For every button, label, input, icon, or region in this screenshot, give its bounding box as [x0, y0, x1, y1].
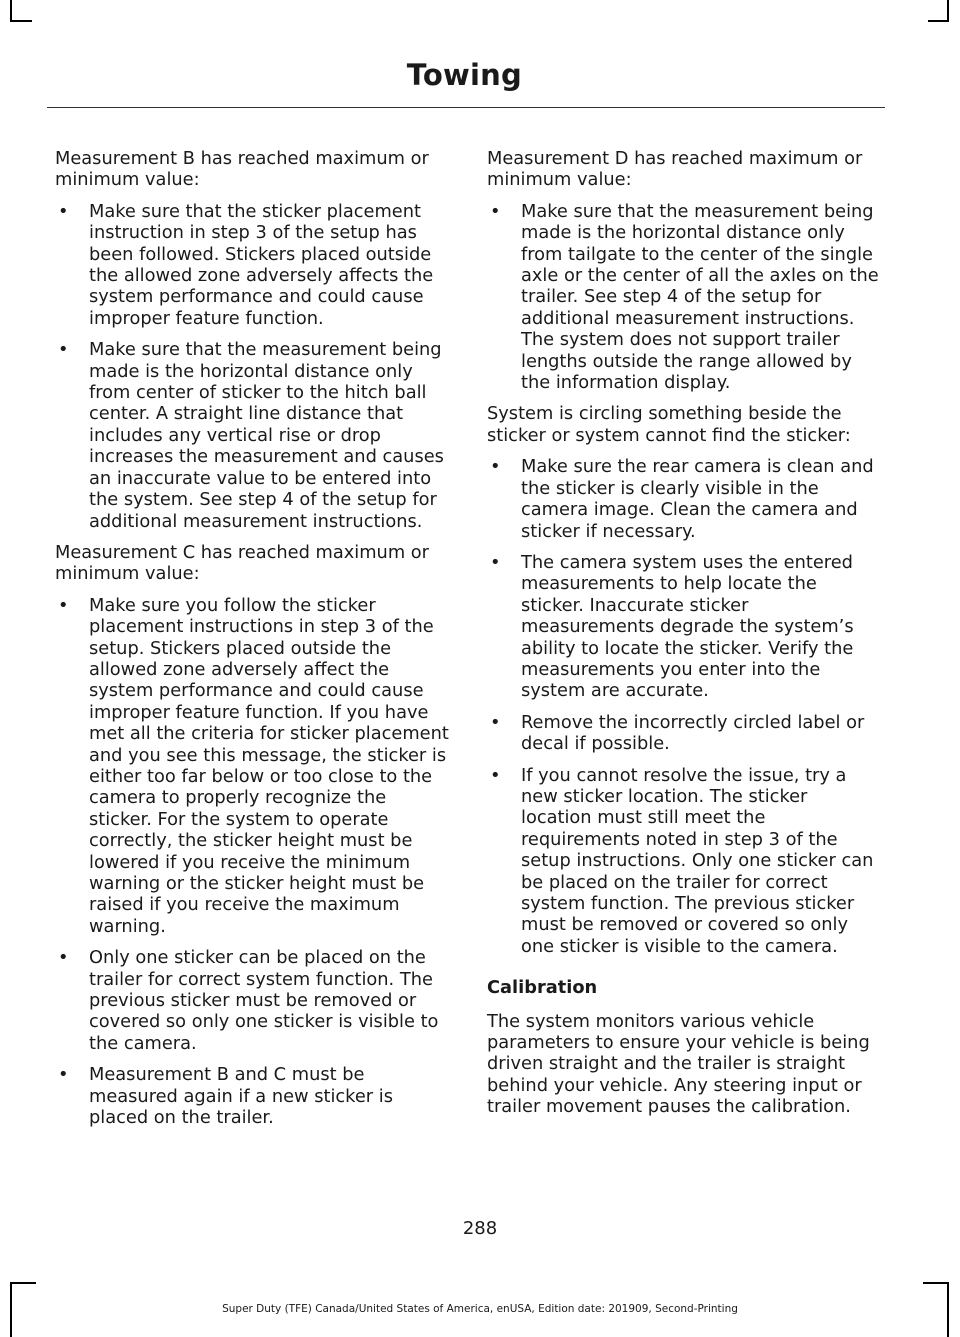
list-item-text: Measurement B and C must be measured again if a new sticker is placed on the trailer.	[89, 1064, 393, 1129]
list-item	[487, 765, 883, 958]
list-item	[487, 201, 883, 394]
header-rule	[47, 107, 885, 108]
paragraph: System is circling something beside the sticker or system cannot find the sticker:	[487, 403, 851, 446]
list-item	[55, 201, 450, 329]
list-item	[487, 712, 883, 755]
crop-mark-bottom-left-h	[10, 1282, 36, 1284]
bullet-icon: •	[58, 339, 69, 361]
list-item	[55, 947, 450, 1054]
list-item	[487, 552, 883, 702]
list-item-text: Make sure the rear camera is clean and the sticker is clearly visible in the camera image. Clean the camera and sticker if necessary.	[521, 456, 874, 542]
list-item-text: Make sure that the measurement being made is the horizontal distance only from center of sticker to the hitch ball center. A straight line distance that includes any vertical rise or drop increases the measurement and causes an inaccurate value to be entered into the system. See step 4 of the setup for additional measurement instructions.	[89, 339, 444, 532]
bullet-icon: •	[490, 456, 501, 478]
bullet-list	[55, 201, 450, 532]
list-item-text: If you cannot resolve the issue, try a new sticker location. The sticker location must still meet the requirements noted in step 3 of the setup instructions. Only one sticker can be placed on the trailer for correct system function. The previous sticker must be removed or covered so only one sticker is visible to the camera.	[521, 764, 874, 957]
page-title: Towing	[406, 58, 522, 92]
left-column	[55, 148, 450, 1138]
paragraph: Measurement C has reached maximum or minimum value:	[55, 541, 429, 585]
bullet-icon: •	[58, 947, 69, 969]
list-item-text: The camera system uses the entered measurements to help locate the sticker. Inaccurate sticker measurements degrade the system’s ability to locate the sticker. Verify the measurements you enter into the system are accurate.	[521, 551, 854, 702]
list-item-text: Make sure that the measurement being made is the horizontal distance only from tailgate to the center of the single axle or the center of all the axles on the trailer. See step 4 of the setup for additional measurement instructions. The system does not support trailer lengths outside the range allowed by the information display.	[521, 200, 879, 394]
bullet-icon: •	[490, 711, 501, 733]
list-item	[55, 595, 450, 938]
list-item-text: Remove the incorrectly circled label or decal if possible.	[521, 711, 865, 755]
page-number: 288	[462, 1218, 498, 1239]
list-item	[55, 1064, 450, 1128]
bullet-list	[55, 595, 450, 1129]
section-heading: Calibration	[487, 977, 598, 999]
bullet-icon: •	[58, 1064, 69, 1086]
bullet-icon: •	[490, 764, 501, 786]
bullet-list	[487, 456, 883, 957]
bullet-icon: •	[490, 200, 501, 222]
crop-mark-top-left-v	[10, 0, 12, 22]
bullet-list	[487, 201, 883, 394]
crop-mark-top-right-v	[947, 0, 949, 22]
crop-mark-top-right-h	[928, 20, 949, 22]
footer-edition-info: Super Duty (TFE) Canada/United States of America, enUSA, Edition date: 201909, Second-Printing	[222, 1303, 738, 1315]
bullet-icon: •	[58, 200, 69, 222]
crop-mark-top-left-h	[10, 20, 32, 22]
list-item-text: Make sure you follow the sticker placement instructions in step 3 of the setup. Stickers placed outside the allowed zone adversely affect the system performance and could cause improper feature function. If you have met all the criteria for sticker placement and you see this message, the sticker is either too far below or too close to the camera to properly recognize the sticker. For the system to operate correctly, the sticker height must be lowered if you receive the minimum warning or the sticker height must be raised if you receive the maximum warning.	[89, 594, 449, 937]
bullet-icon: •	[58, 594, 69, 616]
list-item	[55, 339, 450, 532]
right-column	[487, 148, 883, 1128]
list-item-text: Make sure that the sticker placement instruction in step 3 of the setup has been followed. Stickers placed outside the allowed zone adversely affects the system performance and could cause improper feature function.	[89, 200, 434, 329]
paragraph: The system monitors various vehicle parameters to ensure your vehicle is being driven straight and the trailer is straight behind your vehicle. Any steering input or trailer movement pauses the calibration.	[487, 1010, 870, 1118]
bullet-icon: •	[490, 551, 501, 573]
paragraph: Measurement D has reached maximum or minimum value:	[487, 148, 863, 191]
crop-mark-bottom-right-h	[923, 1282, 949, 1284]
paragraph: Measurement B has reached maximum or minimum value:	[55, 148, 429, 191]
list-item-text: Only one sticker can be placed on the trailer for correct system function. The previous sticker must be removed or covered so only one sticker is visible to the camera.	[89, 947, 439, 1054]
list-item	[487, 456, 883, 542]
